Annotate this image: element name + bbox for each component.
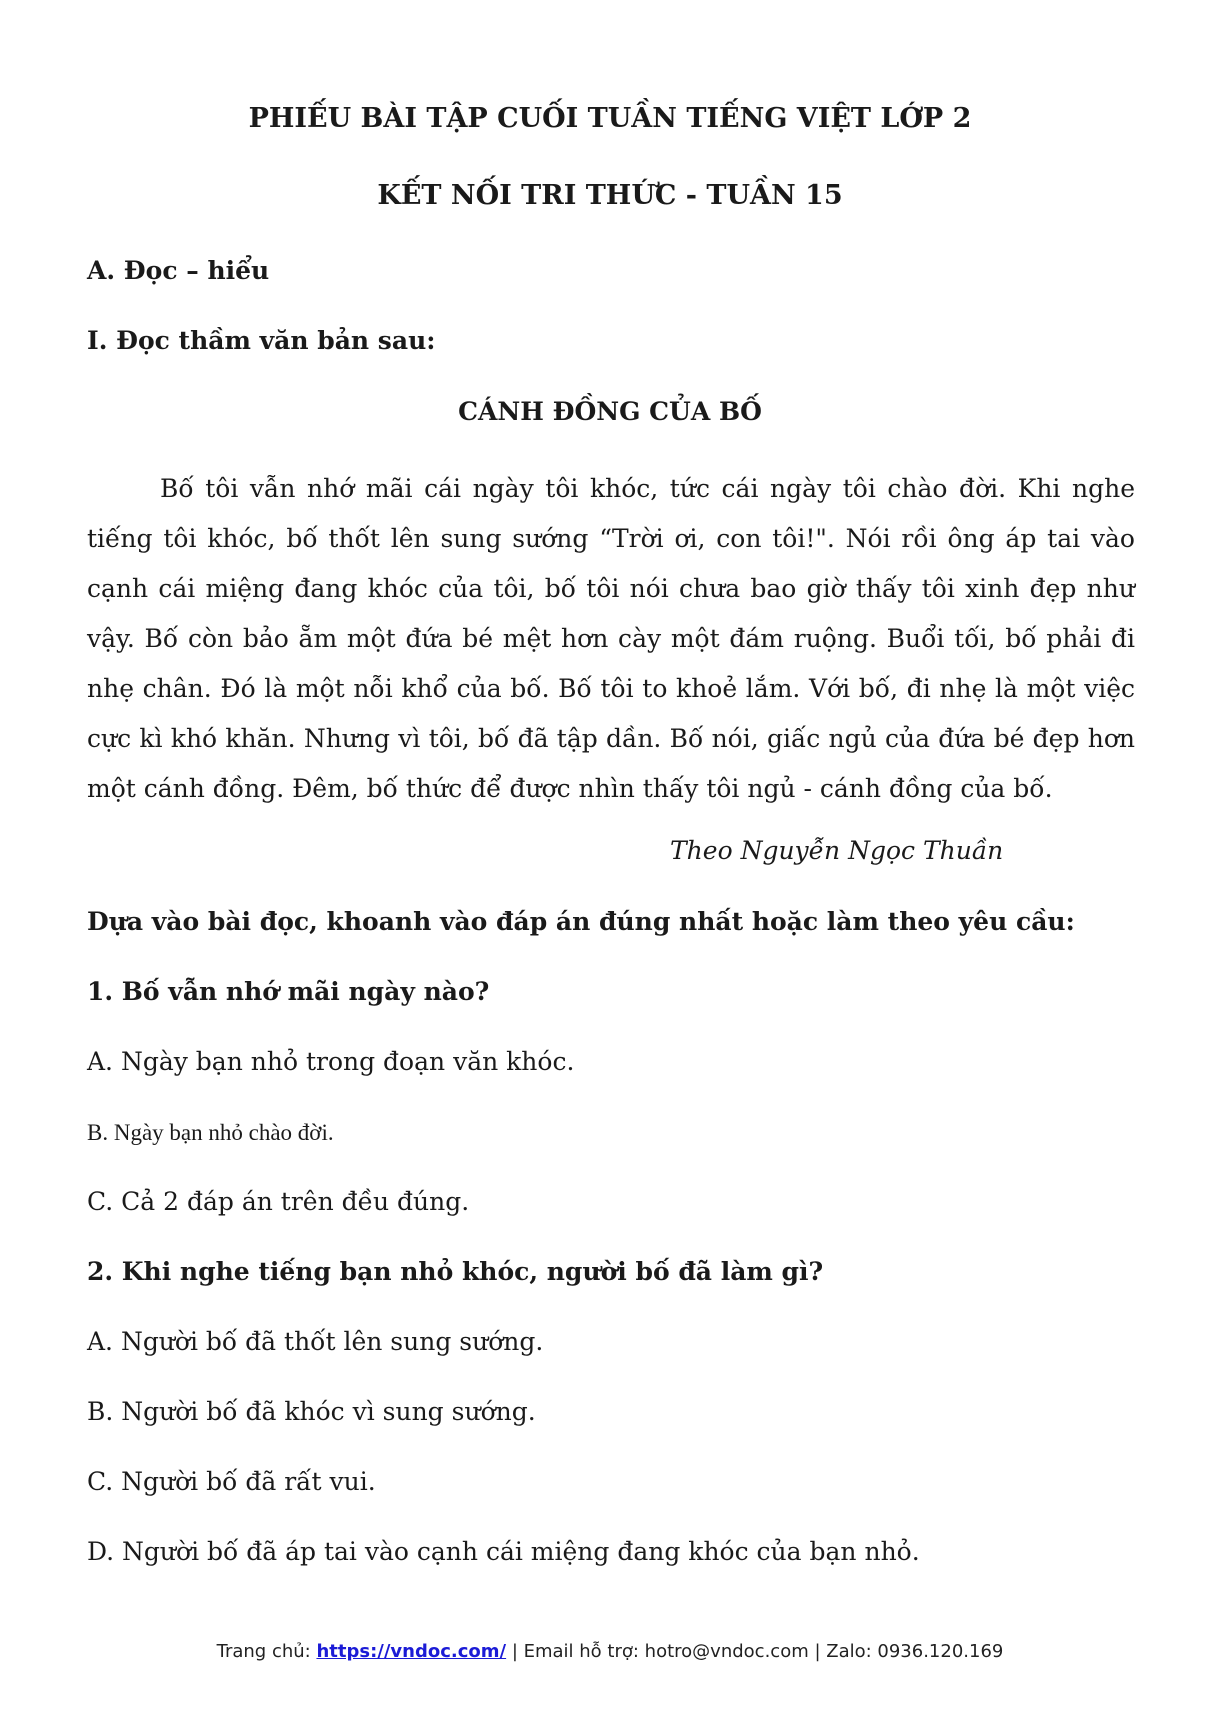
footer-contact-text: | Email hỗ trợ: hotro@vndoc.com | Zalo: 0936.120.169 — [506, 1641, 1004, 1662]
question-2-option-d: D. Người bố đã áp tai vào cạnh cái miệng đang khóc của bạn nhỏ. — [87, 1537, 920, 1566]
question-1-option-c: C. Cả 2 đáp án trên đều đúng. — [87, 1187, 470, 1216]
section-a-subheading: I. Đọc thầm văn bản sau: — [87, 326, 436, 355]
question-2-option-a: A. Người bố đã thốt lên sung sướng. — [87, 1327, 544, 1356]
story-title: CÁNH ĐỒNG CỦA BỐ — [458, 397, 762, 426]
question-2: 2. Khi nghe tiếng bạn nhỏ khóc, người bố đã làm gì? — [87, 1257, 824, 1286]
footer-home-link[interactable]: https://vndoc.com/ — [316, 1641, 507, 1662]
question-2-option-c: C. Người bố đã rất vui. — [87, 1467, 376, 1496]
page-footer — [0, 1640, 1207, 1664]
footer-home-label: Trang chủ: — [216, 1641, 317, 1662]
title-line-2: KẾT NỐI TRI THỨC - TUẦN 15 — [377, 180, 843, 211]
question-1: 1. Bố vẫn nhớ mãi ngày nào? — [87, 977, 490, 1006]
instructions: Dựa vào bài đọc, khoanh vào đáp án đúng nhất hoặc làm theo yêu cầu: — [87, 907, 1075, 936]
section-a-heading: A. Đọc – hiểu — [87, 256, 270, 285]
question-1-option-a: A. Ngày bạn nhỏ trong đoạn văn khóc. — [87, 1047, 575, 1076]
question-1-option-b: B. Ngày bạn nhỏ chào đời. — [87, 1120, 334, 1145]
story-passage: Bố tôi vẫn nhớ mãi cái ngày tôi khóc, tức cái ngày tôi chào đời. Khi nghe tiếng tôi khóc, bố thốt lên sung sướng “Trời ơi, con tôi!". Nói rồi ông áp tai vào cạnh cái miệng đang khóc của tôi, bố tôi nói chưa bao giờ thấy tôi xinh đẹp như vậy. Bố còn bảo ẵm một đứa bé mệt hơn cày một đám ruộng. Buổi tối, bố phải đi nhẹ chân. Đó là một nỗi khổ của bố. Bố tôi to khoẻ lắm. Với bố, đi nhẹ là một việc cực kì khó khăn. Nhưng vì tôi, bố đã tập dần. Bố nói, giấc ngủ của đứa bé đẹp hơn một cánh đồng. Đêm, bố thức để được nhìn thấy tôi ngủ - cánh đồng của bố. — [87, 474, 1135, 803]
title-line-1: PHIẾU BÀI TẬP CUỐI TUẦN TIẾNG VIỆT LỚP 2 — [248, 103, 972, 134]
story-author: Theo Nguyễn Ngọc Thuần — [670, 836, 1004, 865]
question-2-option-b: B. Người bố đã khóc vì sung sướng. — [87, 1397, 536, 1426]
